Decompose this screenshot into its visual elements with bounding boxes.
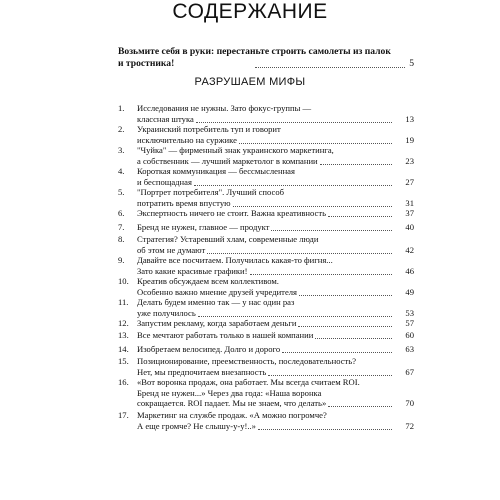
toc-entry-text: Стратегия? Устаревший хлам, современные люди [137, 234, 319, 244]
toc-entry [118, 234, 414, 256]
toc-entry-number: 7. [118, 222, 125, 232]
toc-entry-text: Креатив обсуждаем всем коллективом. [137, 276, 279, 286]
dot-leader [328, 405, 392, 407]
toc-entry-number: 6. [118, 208, 125, 218]
dot-leader [299, 294, 392, 296]
toc-entry-text: уже получилось [137, 307, 196, 318]
toc-entry-page: 27 [405, 176, 414, 187]
toc-entry-number: 3. [118, 145, 125, 155]
toc-entry-text: Запустим рекламу, когда заработаем деньги [137, 318, 297, 328]
section-title: РАЗРУШАЕМ МИФЫ [194, 76, 306, 88]
dot-leader [196, 121, 392, 123]
toc-entry-page: 42 [405, 244, 414, 255]
dot-leader [282, 351, 392, 353]
toc-entry [118, 377, 414, 408]
toc-entry-page: 57 [405, 318, 414, 328]
toc-entry-text: классная штука [137, 113, 194, 124]
toc-entry-text: Позиционирование, преемственность, последовательность? [137, 356, 357, 366]
toc-entry-text: «Вот воронка продаж, она работает. Мы всегда считаем ROI. [137, 377, 360, 387]
toc-entry-page: 53 [405, 307, 414, 318]
toc-entry [118, 145, 414, 167]
dot-leader [268, 374, 392, 376]
toc-entry [118, 255, 414, 277]
toc-entry [118, 124, 414, 146]
toc-entry-number: 17. [118, 410, 129, 420]
toc-entry-number: 8. [118, 234, 125, 244]
dot-leader [328, 215, 392, 217]
page-title: СОДЕРЖАНИЕ [172, 0, 328, 23]
toc-entry-text: а собственник — лучший маркетолог в компании [137, 155, 318, 166]
toc-entry-page: 46 [405, 265, 414, 276]
toc-entry-text: "Портрет потребителя". Лучший способ [137, 187, 285, 197]
dot-leader [255, 66, 405, 68]
toc-entry-page: 13 [405, 113, 414, 124]
toc-entry-text: Короткая коммуникация — бессмысленная [137, 166, 295, 176]
toc-entry-page: 72 [405, 420, 414, 431]
dot-leader [194, 184, 392, 186]
toc-entry-text: "Чуйка" — фирменный знак украинского маркетинга, [137, 145, 334, 155]
toc-entry-page: 63 [405, 344, 414, 354]
dot-leader [271, 229, 392, 231]
toc-entry-text: Изобретаем велосипед. Долго и дорого [137, 344, 281, 354]
toc-entry-page: 60 [405, 330, 414, 340]
toc-entry-text: потратить время впустую [137, 197, 231, 208]
toc-entry-number: 1. [118, 103, 125, 113]
toc-entry-number: 4. [118, 166, 125, 176]
toc-entry [118, 166, 414, 188]
toc-entry-number: 9. [118, 255, 125, 265]
dot-leader [298, 325, 392, 327]
toc-entry-text: Исследования не нужны. Зато фокус-группы — [137, 103, 312, 113]
toc-entry-page: 37 [405, 208, 414, 218]
toc-entry-page: 67 [405, 366, 414, 377]
toc-entry-text: Бренд не нужен, главное — продукт [137, 222, 270, 232]
intro-entry-text: Возьмите себя в руки: перестаньте строить самолеты из палок и тростника! [118, 46, 391, 69]
toc-entry-number: 15. [118, 356, 129, 366]
dot-leader [207, 252, 392, 254]
toc-entry-text: об этом не думают [137, 244, 206, 255]
toc-entry-page: 19 [405, 134, 414, 145]
toc-entry [118, 276, 414, 298]
toc-entry-text: Нет, мы предпочитаем внезапность [137, 366, 267, 377]
toc-entry-page: 23 [405, 155, 414, 166]
toc-entry-text: Делать будем именно так — у нас один раз [137, 297, 295, 307]
toc-entry-text: А еще громче? Не слышу-у-у!..» [137, 420, 256, 431]
dot-leader [315, 337, 392, 339]
toc-entry [118, 187, 414, 209]
toc-entry-text: Все мечтают работать только в нашей компании [137, 330, 314, 340]
toc-entry-text: Давайте все посчитаем. Получилась какая-то фигня... [137, 255, 333, 265]
toc-entry-text: Украинский потребитель туп и говорит [137, 124, 281, 134]
toc-entry-number: 13. [118, 330, 129, 340]
toc-entry [118, 356, 414, 378]
dot-leader [233, 205, 392, 207]
toc-entry-text: Экспертность ничего не стоит. Важна креативность [137, 208, 326, 218]
toc-entry-number: 14. [118, 344, 129, 354]
toc-entry-text: Особенно важно мнение друзей учредителя [137, 286, 297, 297]
toc-entry-number: 11. [118, 297, 129, 307]
toc-entry-text: Бренд не нужен...» Через два года: «Наша воронка [137, 387, 322, 398]
toc-entry-number: 16. [118, 377, 129, 387]
intro-entry-page: 5 [409, 58, 414, 69]
dot-leader [258, 428, 392, 430]
dot-leader [320, 163, 392, 165]
toc-entry-number: 12. [118, 318, 129, 328]
toc-entry [118, 103, 414, 125]
toc-entry-page: 70 [405, 398, 414, 408]
toc-entry [118, 410, 414, 432]
toc-entry-text: исключительно на суржике [137, 134, 237, 145]
toc-entry [118, 297, 414, 319]
toc-entry-text: Зато какие красивые графики! [137, 265, 248, 276]
toc-entry-number: 2. [118, 124, 125, 134]
toc-entry-number: 10. [118, 276, 129, 286]
toc-entry-page: 40 [405, 222, 414, 232]
toc-entry-text: и беспощадная [137, 176, 192, 187]
toc-entry-page: 49 [405, 286, 414, 297]
toc-entry-text: сокращается. ROI падает. Мы не знаем, что делать» [137, 398, 327, 408]
dot-leader [250, 273, 392, 275]
toc-entry-number: 5. [118, 187, 125, 197]
toc-entry-text: Маркетинг на службе продаж. «А можно погромче? [137, 410, 327, 420]
dot-leader [198, 315, 392, 317]
toc-entry-page: 31 [405, 197, 414, 208]
dot-leader [239, 142, 392, 144]
